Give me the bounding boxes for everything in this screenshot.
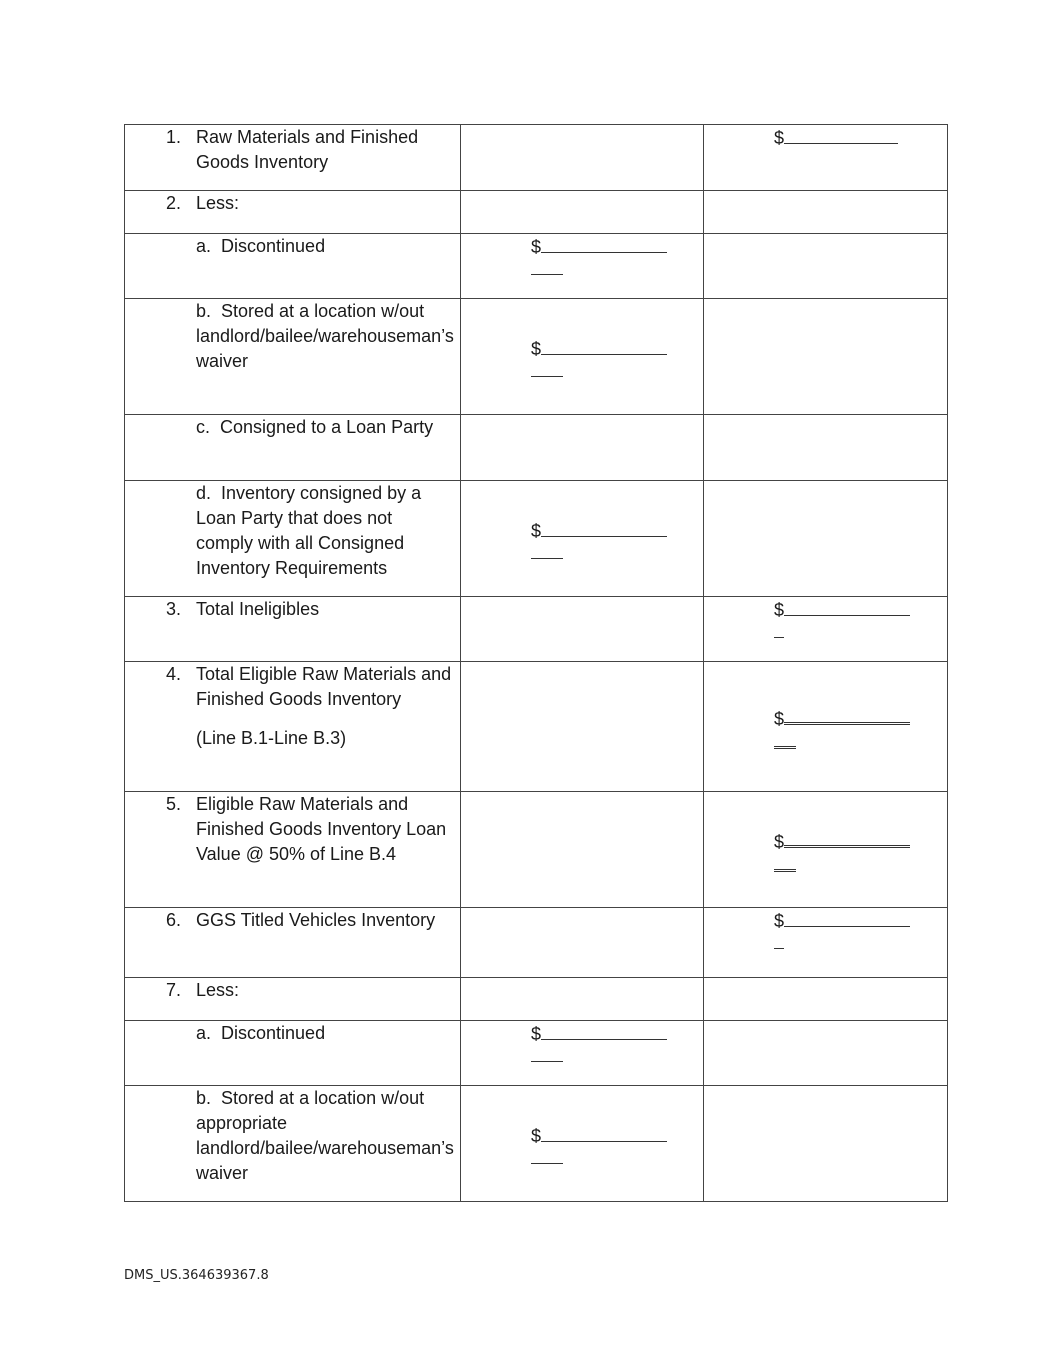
row-note: (Line B.1-Line B.3) — [196, 728, 347, 748]
subtotal-cell — [461, 792, 704, 908]
amount-blank-continuation — [774, 855, 796, 872]
subtotal-cell — [461, 125, 704, 191]
table-row — [125, 1021, 948, 1086]
document-footer-id: DMS_US.364639367.8 — [124, 1268, 269, 1283]
amount-blank-continuation — [531, 1149, 563, 1164]
amount-cell[interactable] — [704, 662, 948, 792]
amount-cell[interactable] — [704, 792, 948, 908]
row-label: Stored at a location w/out appropriate landlord/bailee/warehouseman’s waiver — [196, 1088, 454, 1183]
dollar-sign: $ — [774, 911, 785, 931]
amount-blank[interactable] — [541, 336, 667, 355]
amount-cell[interactable] — [704, 125, 948, 191]
table-row — [125, 662, 948, 792]
row-label: Less: — [196, 193, 240, 213]
row-number: 7. — [165, 980, 181, 1000]
row-label: GGS Titled Vehicles Inventory — [196, 910, 436, 930]
amount-blank-continuation — [531, 260, 563, 275]
subtotal-cell[interactable] — [461, 234, 704, 299]
amount-cell[interactable] — [704, 597, 948, 662]
dollar-sign: $ — [531, 521, 542, 541]
row-label-cell — [125, 1086, 461, 1202]
table-row — [125, 978, 948, 1021]
amount-cell — [704, 234, 948, 299]
amount-cell — [704, 1086, 948, 1202]
row-label-cell — [125, 234, 461, 299]
row-number: 5. — [165, 794, 181, 814]
amount-cell[interactable] — [704, 908, 948, 978]
amount-blank-continuation — [774, 623, 784, 638]
row-number: 2. — [165, 193, 181, 213]
subtotal-cell[interactable] — [461, 1021, 704, 1086]
row-number: 6. — [165, 910, 181, 930]
amount-cell — [704, 1021, 948, 1086]
row-label-cell — [125, 481, 461, 597]
row-label: Discontinued — [221, 236, 326, 256]
row-label: Discontinued — [221, 1023, 326, 1043]
amount-blank[interactable] — [784, 597, 910, 616]
row-label-cell — [125, 662, 461, 792]
amount-cell — [704, 481, 948, 597]
table-row — [125, 415, 948, 481]
dollar-sign: $ — [531, 339, 542, 359]
table-row — [125, 299, 948, 415]
dollar-sign: $ — [774, 128, 785, 148]
row-label-cell — [125, 1021, 461, 1086]
amount-blank[interactable] — [784, 827, 910, 848]
amount-blank[interactable] — [541, 234, 667, 253]
amount-cell — [704, 191, 948, 234]
row-label: Raw Materials and Finished Goods Inventory — [196, 127, 419, 172]
amount-blank[interactable] — [784, 704, 910, 725]
row-label: Less: — [196, 980, 240, 1000]
amount-cell — [704, 978, 948, 1021]
row-label-cell — [125, 978, 461, 1021]
subtotal-cell — [461, 662, 704, 792]
table-row — [125, 1086, 948, 1202]
dollar-sign: $ — [531, 237, 542, 257]
table-row — [125, 125, 948, 191]
row-label: Total Eligible Raw Materials and Finished Goods Inventory — [196, 664, 452, 709]
subtotal-cell — [461, 191, 704, 234]
amount-blank[interactable] — [784, 125, 898, 144]
row-label-cell — [125, 415, 461, 481]
table-row — [125, 234, 948, 299]
amount-blank[interactable] — [541, 1123, 667, 1142]
sub-letter: b. — [196, 1088, 212, 1108]
dollar-sign: $ — [774, 709, 785, 729]
row-number: 1. — [165, 127, 181, 147]
amount-cell — [704, 299, 948, 415]
table-row — [125, 597, 948, 662]
subtotal-cell[interactable] — [461, 299, 704, 415]
dollar-sign: $ — [531, 1024, 542, 1044]
dollar-sign: $ — [774, 832, 785, 852]
table-row — [125, 792, 948, 908]
row-number: 4. — [165, 664, 181, 684]
sub-letter: a. — [196, 1023, 212, 1043]
subtotal-cell[interactable] — [461, 1086, 704, 1202]
subtotal-cell — [461, 978, 704, 1021]
row-label: Stored at a location w/out landlord/bailee/warehouseman’s waiver — [196, 301, 454, 371]
borrowing-base-table — [124, 124, 948, 1202]
amount-cell — [704, 415, 948, 481]
row-label: Total Ineligibles — [196, 599, 320, 619]
amount-blank[interactable] — [784, 908, 910, 927]
row-label-cell — [125, 125, 461, 191]
subtotal-cell — [461, 415, 704, 481]
row-number: 3. — [165, 599, 181, 619]
sub-letter: d. — [196, 483, 212, 503]
amount-blank-continuation — [531, 362, 563, 377]
amount-blank[interactable] — [541, 518, 667, 537]
sub-letter: a. — [196, 236, 212, 256]
table-row — [125, 481, 948, 597]
amount-blank-continuation — [774, 732, 796, 749]
table-row — [125, 191, 948, 234]
sub-letter: c. — [196, 417, 211, 437]
sub-letter: b. — [196, 301, 212, 321]
row-label: Eligible Raw Materials and Finished Goods Inventory Loan Value @ 50% of Line B.4 — [196, 794, 447, 864]
row-label-cell — [125, 299, 461, 415]
dollar-sign: $ — [531, 1126, 542, 1146]
amount-blank-continuation — [774, 934, 784, 949]
row-label: Inventory consigned by a Loan Party that does not comply with all Consigned Inventory Requirements — [196, 483, 422, 578]
amount-blank-continuation — [531, 544, 563, 559]
row-label: Consigned to a Loan Party — [220, 417, 434, 437]
row-label-cell — [125, 792, 461, 908]
amount-blank-continuation — [531, 1047, 563, 1062]
amount-blank[interactable] — [541, 1021, 667, 1040]
row-label-cell — [125, 908, 461, 978]
dollar-sign: $ — [774, 600, 785, 620]
subtotal-cell — [461, 908, 704, 978]
row-label-cell — [125, 191, 461, 234]
subtotal-cell — [461, 597, 704, 662]
subtotal-cell[interactable] — [461, 481, 704, 597]
row-label-cell — [125, 597, 461, 662]
table-row — [125, 908, 948, 978]
